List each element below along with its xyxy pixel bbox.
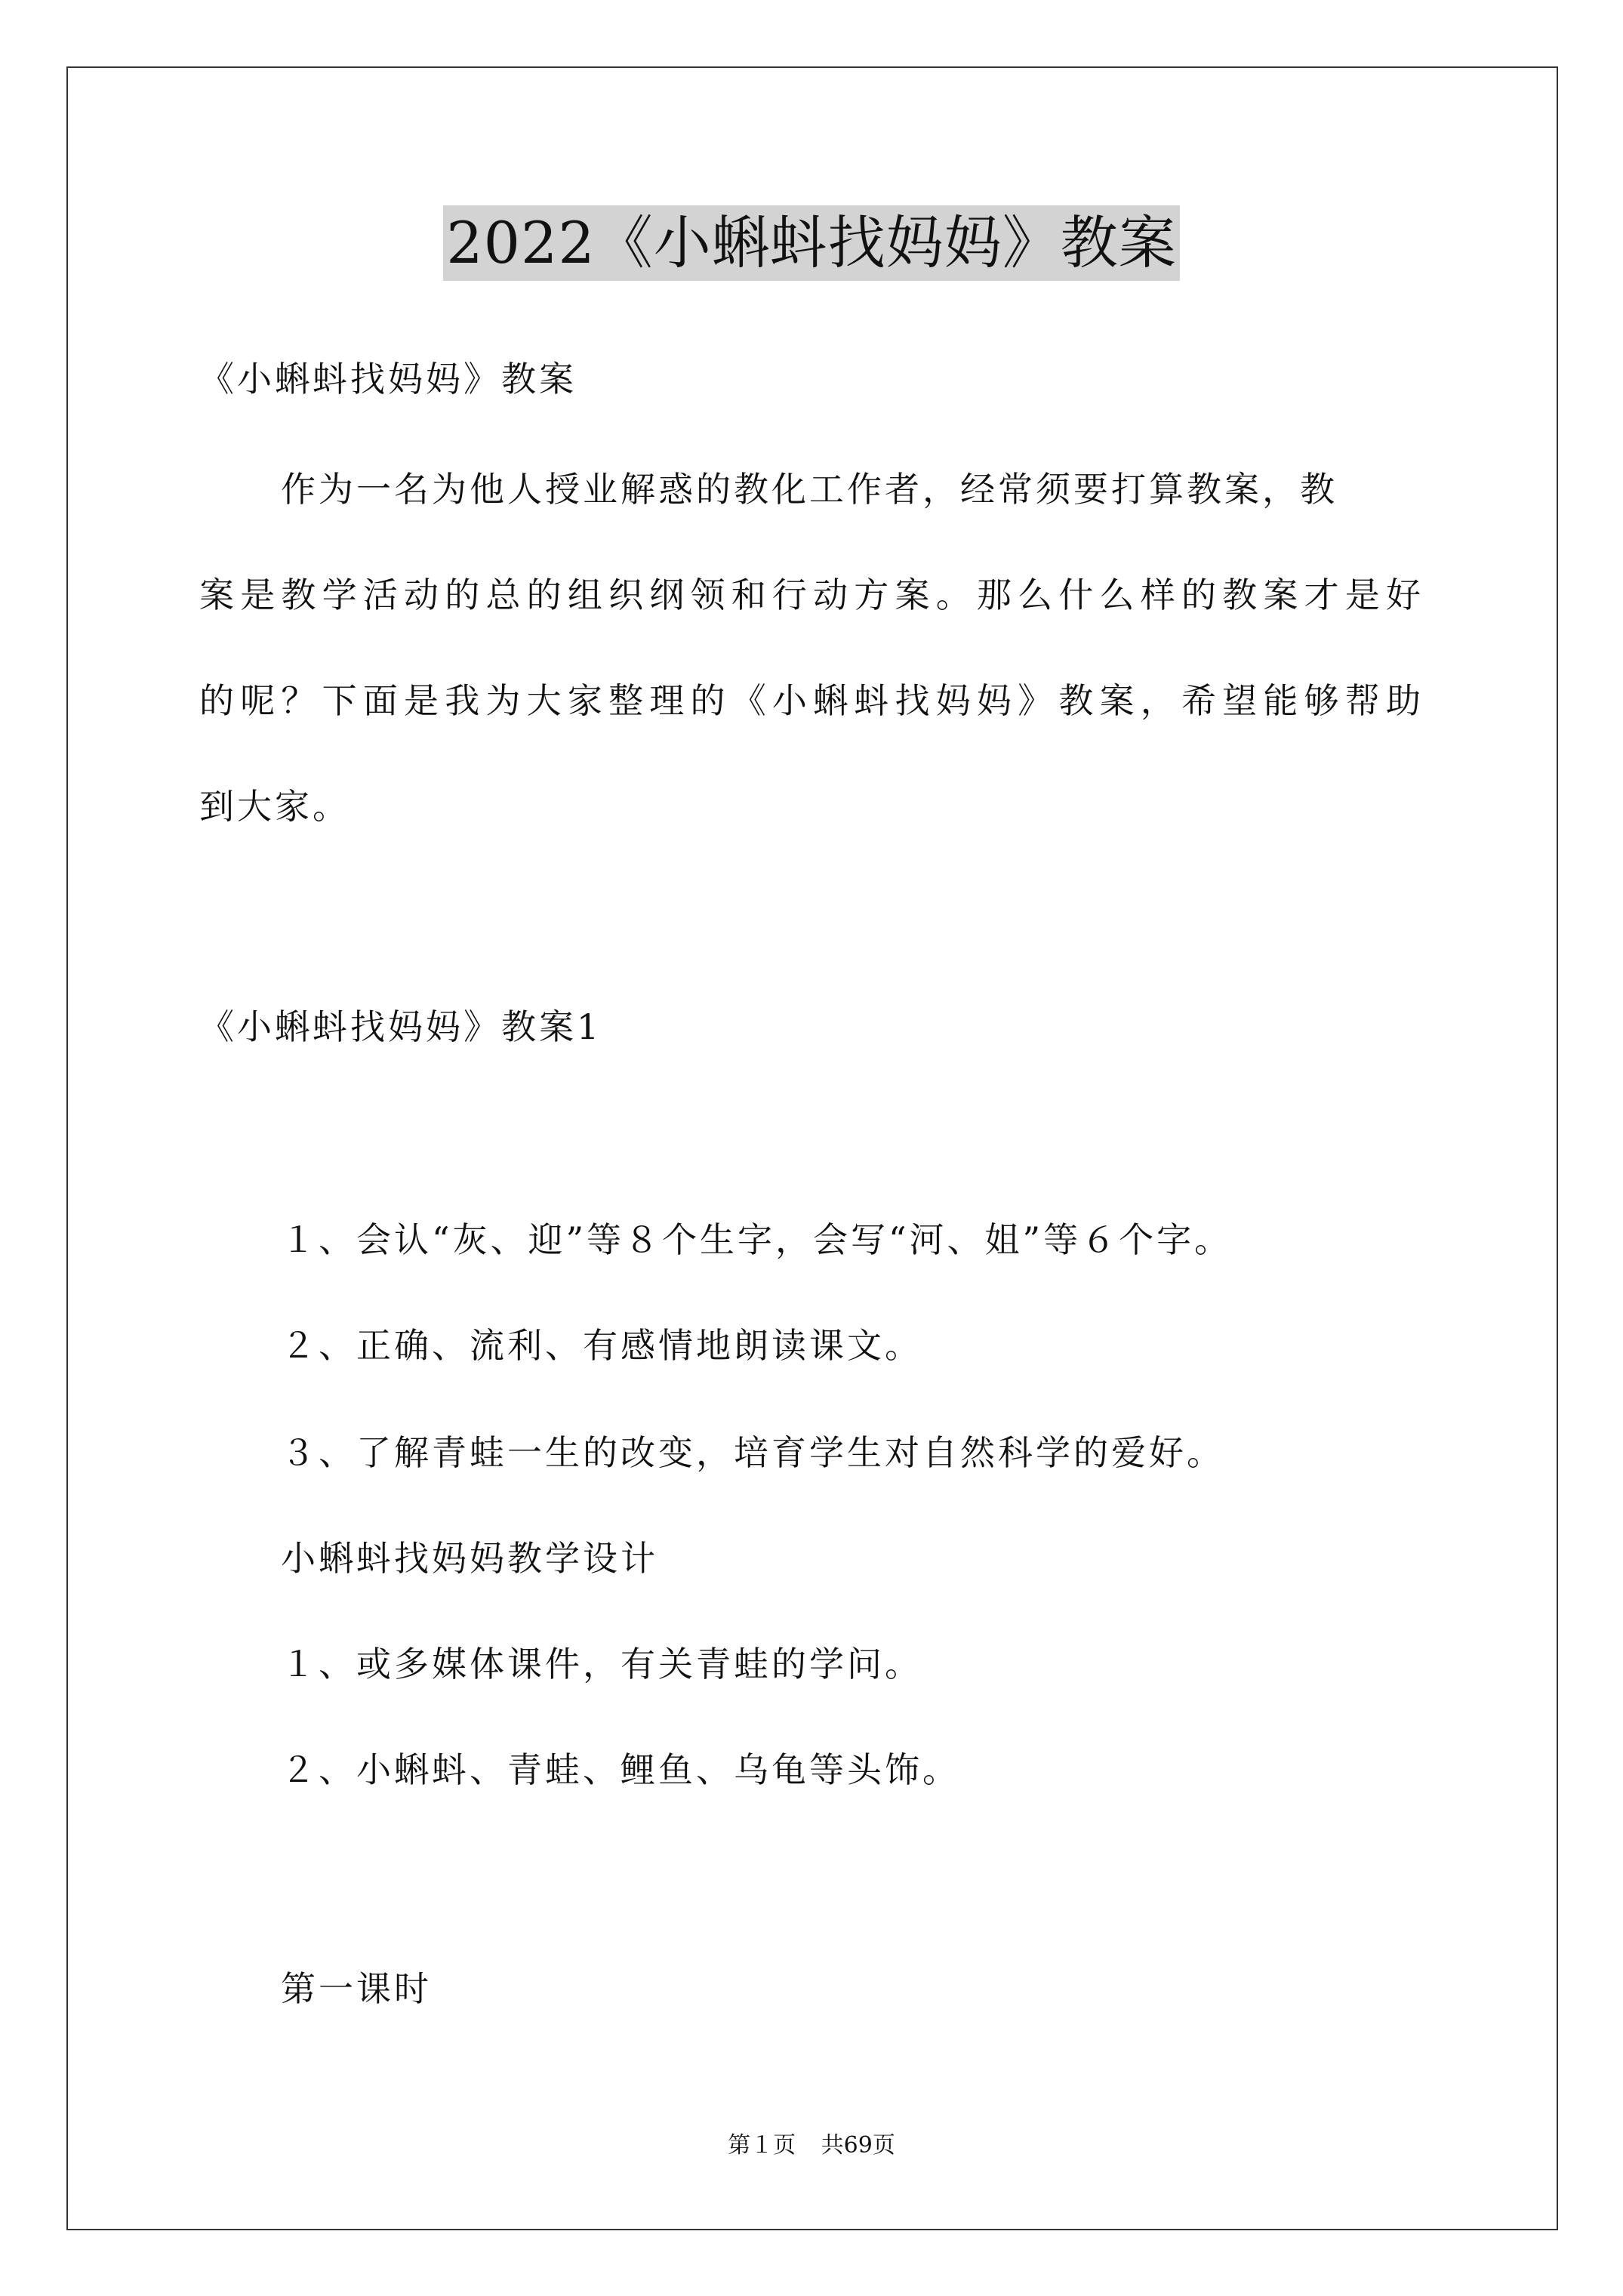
material-item-1: １、或多媒体课件，有关青蛙的学问。 xyxy=(281,1644,922,1684)
page-total: 共69页 xyxy=(821,2132,895,2159)
page-number: 第１页 xyxy=(728,2132,796,2159)
intro-line-3: 的呢？下面是我为大家整理的《小蝌蚪找妈妈》教案，希望能够帮助 xyxy=(199,680,1424,721)
section-heading: 《小蝌蚪找妈妈》教案1 xyxy=(199,1006,602,1047)
goal-item-2: ２、正确、流利、有感情地朗读课文。 xyxy=(281,1325,922,1366)
goal-item-3: ３、了解青蛙一生的改变，培育学生对自然科学的爱好。 xyxy=(281,1432,1224,1473)
page-footer xyxy=(0,2131,1623,2161)
material-item-2: ２、小蝌蚪、青蛙、鲤鱼、乌龟等头饰。 xyxy=(281,1749,960,1790)
document-title: 2022《小蝌蚪找妈妈》教案 xyxy=(443,205,1179,281)
intro-line-1: 作为一名为他人授业解惑的教化工作者，经常须要打算教案，教 xyxy=(281,469,1338,510)
intro-line-4: 到大家。 xyxy=(199,786,350,827)
goal-item-1: １、会认“灰、迎”等８个生字，会写“河、姐”等６个字。 xyxy=(281,1219,1233,1260)
document-subtitle: 《小蝌蚪找妈妈》教案 xyxy=(199,359,577,399)
title-container xyxy=(0,205,1623,281)
intro-line-2: 案是教学活动的总的组织纲领和行动方案。那么什么样的教案才是好 xyxy=(199,575,1424,615)
lesson-heading: 第一课时 xyxy=(281,1968,432,2009)
design-heading: 小蝌蚪找妈妈教学设计 xyxy=(281,1538,658,1579)
